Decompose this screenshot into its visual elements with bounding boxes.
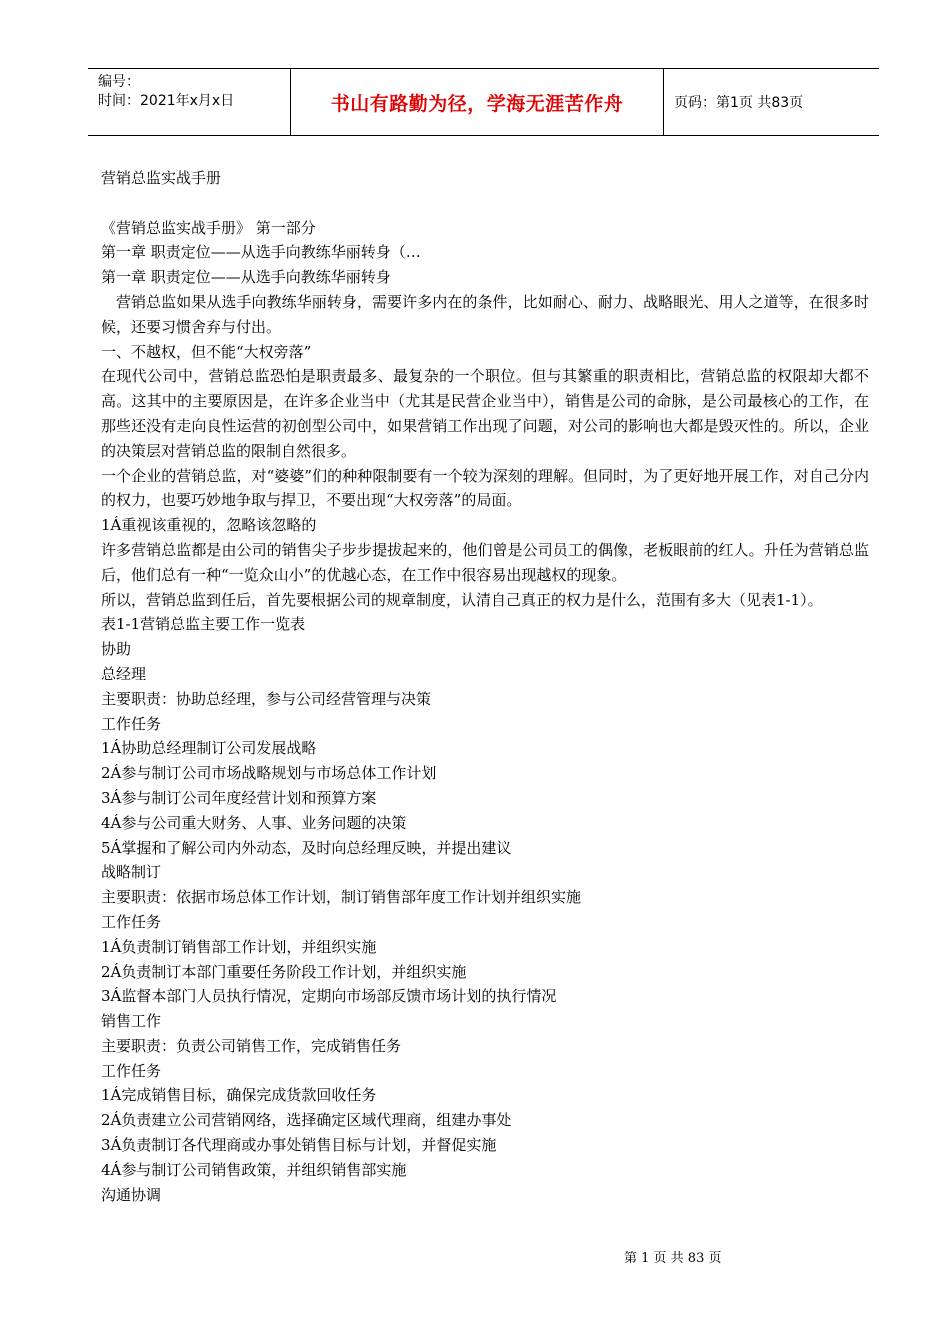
table-caption: 表1-1营销总监主要工作一览表 — [101, 615, 306, 634]
list-item: 4Á参与公司重大财务、人事、业务问题的决策 — [101, 813, 407, 832]
text-line: 销售工作 — [101, 1012, 162, 1031]
chapter-heading: 第一章 职责定位——从选手向教练华丽转身 — [101, 268, 391, 287]
text-line: 协助 — [101, 640, 132, 659]
list-item: 2Á负责制订本部门重要任务阶段工作计划，并组织实施 — [101, 962, 467, 981]
text-line: 战略制订 — [101, 863, 162, 882]
text-line: 工作任务 — [101, 714, 162, 733]
text-line: 工作任务 — [101, 1061, 162, 1080]
text-line: 沟通协调 — [101, 1185, 162, 1204]
page-footer: 第 1 页 共 83 页 — [624, 1251, 722, 1266]
list-item: 4Á参与制订公司销售政策，并组织销售部实施 — [101, 1160, 407, 1179]
subsection-heading: 1Á重视该重视的，忽略该忽略的 — [101, 516, 317, 535]
text-line: 主要职责：依据市场总体工作计划，制订销售部年度工作计划并组织实施 — [101, 888, 582, 907]
paragraph: 一个企业的营销总监，对“婆婆”们的种种限制要有一个较为深刻的理解。但同时，为了更好地开展工作，对自己分内的权力，也要巧妙地争取与捍卫，不要出现“大权旁落”的局面。 — [101, 466, 869, 510]
paragraph: 所以，营销总监到任后，首先要根据公司的规章制度，认清自己真正的权力是什么，范围有多大（见表1-1）。 — [101, 590, 823, 609]
header-motto: 书山有路勤为径，学海无涯苦作舟 — [290, 69, 664, 135]
page-header — [88, 68, 879, 136]
list-item: 3Á监督本部门人员执行情况，定期向市场部反馈市场计划的执行情况 — [101, 987, 557, 1006]
list-item: 1Á完成销售目标，确保完成货款回收任务 — [101, 1086, 377, 1105]
list-item: 2Á负责建立公司营销网络，选择确定区域代理商，组建办事处 — [101, 1111, 512, 1130]
list-item: 3Á负责制订各代理商或办事处销售目标与计划，并督促实施 — [101, 1136, 497, 1155]
paragraph: 营销总监如果从选手向教练华丽转身，需要许多内在的条件，比如耐心、耐力、战略眼光、用人之道等，在很多时候，还要习惯舍弃与付出。 — [101, 292, 869, 336]
section-heading: 一、不越权，但不能“大权旁落” — [101, 342, 312, 361]
list-item: 3Á参与制订公司年度经营计划和预算方案 — [101, 788, 377, 807]
list-item: 2Á参与制订公司市场战略规划与市场总体工作计划 — [101, 764, 437, 783]
text-line: 《营销总监实战手册》 第一部分 — [101, 218, 316, 237]
chapter-heading: 第一章 职责定位——从选手向教练华丽转身（… — [101, 243, 421, 262]
header-meta — [88, 69, 290, 135]
paragraph: 许多营销总监都是由公司的销售尖子步步提拔起来的，他们曾是公司员工的偶像，老板眼前的红人。升任为营销总监后，他们总有一种“一览众山小”的优越心态，在工作中很容易出现越权的现象。 — [101, 540, 869, 584]
header-page-label: 页码：第1页 共83页 — [674, 95, 804, 111]
text-line: 工作任务 — [101, 912, 162, 931]
list-item: 1Á协助总经理制订公司发展战略 — [101, 739, 317, 758]
doc-number-label: 编号： — [98, 74, 140, 90]
text-line: 主要职责：协助总经理，参与公司经营管理与决策 — [101, 689, 432, 708]
document-title: 营销总监实战手册 — [101, 169, 222, 187]
document-body — [101, 166, 869, 1207]
list-item: 1Á负责制订销售部工作计划，并组织实施 — [101, 937, 377, 956]
text-line: 总经理 — [101, 664, 147, 683]
paragraph: 在现代公司中，营销总监恐怕是职责最多、最复杂的一个职位。但与其繁重的职责相比，营销总监的权限却大都不高。这其中的主要原因是，在许多企业当中（尤其是民营企业当中），销售是公司的命脉，是公司最核心的工作，在那些还没有走向良性运营的初创型公司中，如果营销工作出现了问题，对公司的影响也大都是毁灭性的。所以，企业的决策层对营销总监的限制自然很多。 — [101, 367, 869, 460]
text-line: 主要职责：负责公司销售工作，完成销售任务 — [101, 1036, 402, 1055]
list-item: 5Á掌握和了解公司内外动态，及时向总经理反映，并提出建议 — [101, 838, 512, 857]
doc-time-label: 时间：2021年x月x日 — [98, 93, 235, 109]
